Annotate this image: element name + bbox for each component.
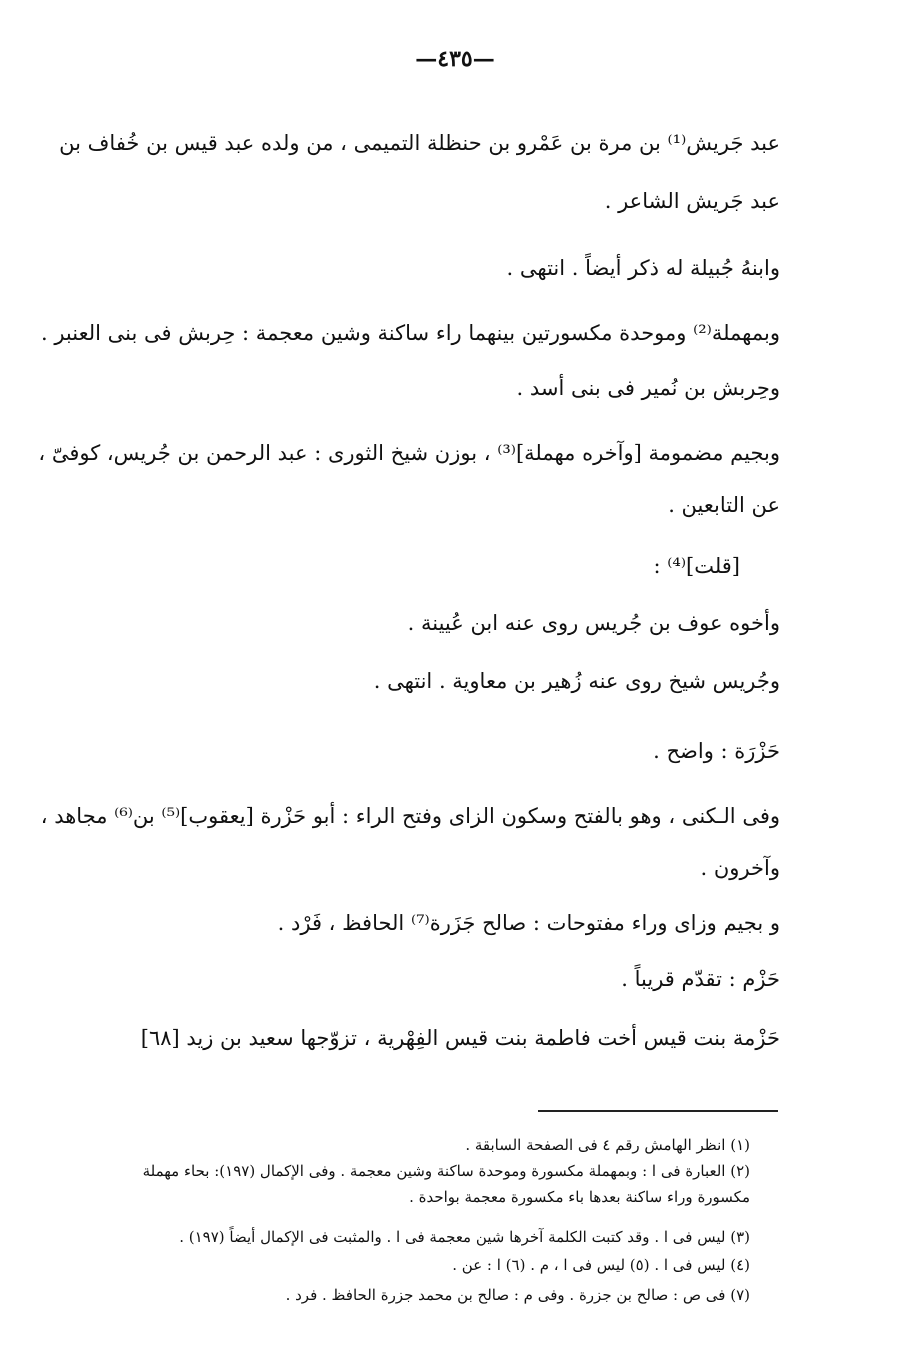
- footnote: (٧) فى ص : صالح بن جزرة . وفى م : صالح بن محمد جزرة الحافظ . فرد .: [285, 1286, 750, 1304]
- footnote: (١) انظر الهامش رقم ٤ فى الصفحة السابقة .: [465, 1136, 750, 1154]
- footnote-divider: [538, 1110, 778, 1112]
- text-line: وبمهملة⁽²⁾ وموحدة مكسورتين بينهما راء ساكنة وشين معجمة : حِربش فى بنى العنبر .: [40, 321, 780, 345]
- text-line: عبد جَريش الشاعر .: [604, 189, 780, 213]
- text-line: وابنهُ جُبيلة له ذكر أيضاً . انتهى .: [506, 256, 780, 280]
- text-line: حَزْمة بنت قيس أخت فاطمة بنت قيس الفِهْرية ، تزوّجها سعيد بن زيد [٦٨]: [140, 1026, 780, 1050]
- text-line: حَزْم : تقدّم قريباً .: [621, 967, 780, 991]
- text-line: وبجيم مضمومة [وآخره مهملة]⁽³⁾ ، بوزن شيخ الثورى : عبد الرحمن بن جُريس، كوفىّ ،: [38, 441, 780, 465]
- footnote: (٢) العبارة فى ا : وبمهملة مكسورة وموحدة ساكنة وشين معجمة . وفى الإكمال (١٩٧): بحاء مهملة: [142, 1162, 750, 1180]
- text-line: وجُريس شيخ روى عنه زُهير بن معاوية . انتهى .: [373, 669, 780, 693]
- text-line: وأخوه عوف بن جُريس روى عنه ابن عُيينة .: [407, 611, 780, 635]
- text-line: و بجيم وزاى وراء مفتوحات : صالح جَزَرة⁽⁷⁾ الحافظ ، فَرْد .: [277, 911, 780, 935]
- footnote: (٤) ليس فى ا . (٥) ليس فى ا ، م . (٦) ا : عن .: [452, 1256, 750, 1274]
- text-line: وآخرون .: [700, 856, 780, 880]
- footnote: (٣) ليس فى ا . وقد كتبت الكلمة آخرها شين معجمة فى ا . والمثبت فى الإكمال أيضاً (١٩٧) .: [179, 1228, 750, 1246]
- text-line: [قلت]⁽⁴⁾ :: [653, 554, 740, 578]
- text-line: عن التابعين .: [668, 493, 780, 517]
- text-line: حَزْرَة : واضح .: [653, 739, 780, 763]
- footnote: مكسورة وراء ساكنة بعدها باء مكسورة معجمة بواحدة .: [409, 1188, 750, 1206]
- text-line: وفى الـكنى ، وهو بالفتح وسكون الزاى وفتح الراء : أبو حَزْرة [يعقوب]⁽⁵⁾ بن⁽⁶⁾ مجاهد ،: [40, 804, 780, 828]
- text-line: وحِربش بن نُمير فى بنى أسد .: [516, 376, 780, 400]
- page-number: —٤٣٥—: [415, 46, 495, 72]
- text-line: عبد جَريش⁽¹⁾ بن مرة بن عَمْرو بن حنظلة التميمى ، من ولده عبد قيس بن خُفاف بن: [59, 131, 780, 155]
